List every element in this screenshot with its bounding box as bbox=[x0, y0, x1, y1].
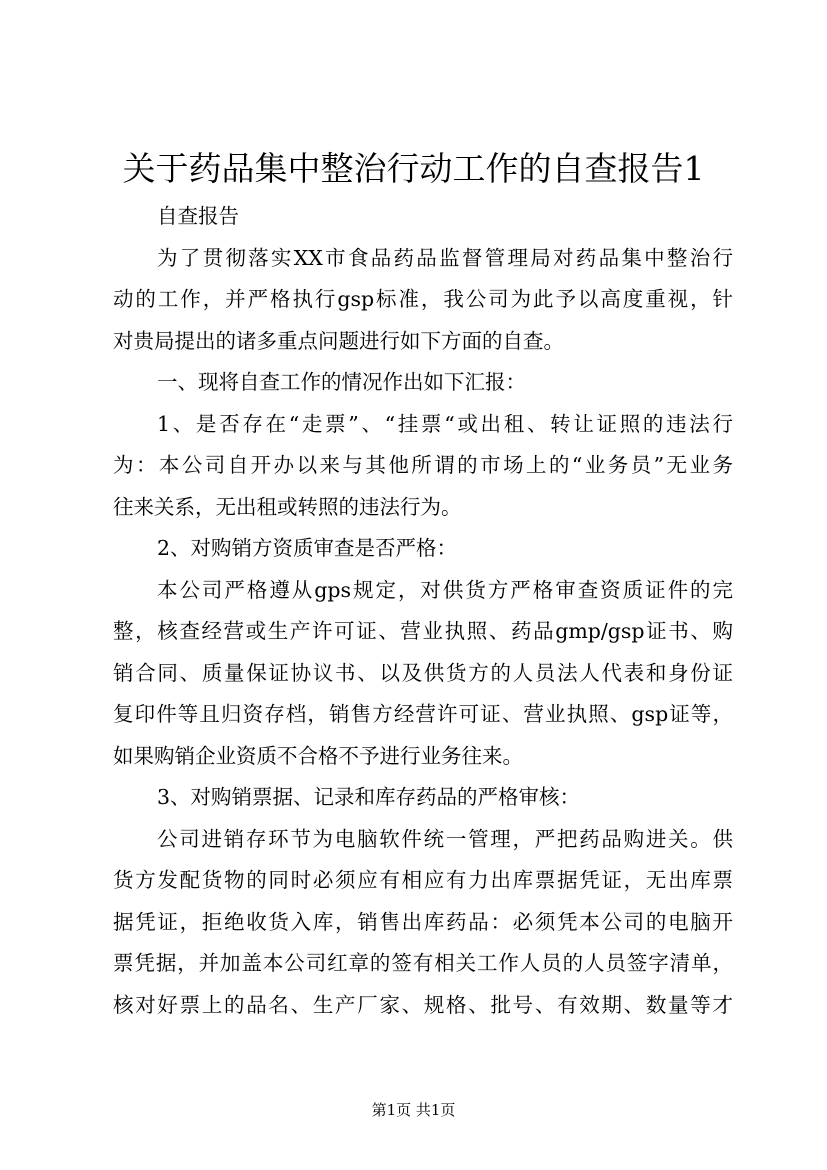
text-line: 往来关系，无出租或转照的违法行为。 bbox=[113, 494, 462, 519]
text-line: 一、现将自查工作的情况作出如下汇报： bbox=[157, 370, 526, 394]
text-line: 货方发配货物的同时必须应有相应有力出库票据凭证，无出库票 bbox=[113, 868, 733, 892]
document-title: 关于药品集中整治行动工作的自查报告1 bbox=[122, 149, 705, 188]
text-line: 核对好票上的品名、生产厂家、规格、批号、有效期、数量等才 bbox=[113, 992, 733, 1017]
page-footer: 第1页 共1页 bbox=[371, 1101, 456, 1119]
text-line: 3、对购销票据、记录和库存药品的严格审核： bbox=[157, 785, 581, 809]
text-line: 自查报告 bbox=[157, 204, 239, 228]
text-line: 票凭据，并加盖本公司红章的签有相关工作人员的人员签字清单， bbox=[113, 951, 733, 975]
text-line: 公司进销存环节为电脑软件统一管理，严把药品购进关。供 bbox=[157, 826, 733, 851]
text-line: 销合同、质量保证协议书、以及供货方的人员法人代表和身份证 bbox=[113, 660, 733, 685]
text-line: 复印件等且归资存档，销售方经营许可证、营业执照、gsp证等， bbox=[113, 702, 733, 726]
text-line: 2、对购销方资质审查是否严格： bbox=[157, 536, 458, 560]
text-line: 为：本公司自开办以来与其他所谓的市场上的“业务员”无业务 bbox=[113, 453, 733, 477]
text-line: 据凭证，拒绝收货入库，销售出库药品：必须凭本公司的电脑开 bbox=[113, 909, 733, 934]
text-line: 如果购销企业资质不合格不予进行业务往来。 bbox=[113, 743, 523, 768]
text-line: 整，核查经营或生产许可证、营业执照、药品gmp/gsp证书、购 bbox=[113, 619, 733, 643]
document-body bbox=[113, 196, 733, 1026]
text-line: 本公司严格遵从gps规定，对供货方严格审查资质证件的完 bbox=[157, 577, 733, 602]
text-line: 为了贯彻落实XX市食品药品监督管理局对药品集中整治行 bbox=[157, 245, 733, 270]
text-line: 1、是否存在“走票”、“挂票“或出租、转让证照的违法行 bbox=[157, 411, 733, 436]
text-line: 动的工作，并严格执行gsp标准，我公司为此予以高度重视，针 bbox=[113, 287, 733, 311]
text-line: 对贵局提出的诸多重点问题进行如下方面的自查。 bbox=[113, 328, 564, 353]
